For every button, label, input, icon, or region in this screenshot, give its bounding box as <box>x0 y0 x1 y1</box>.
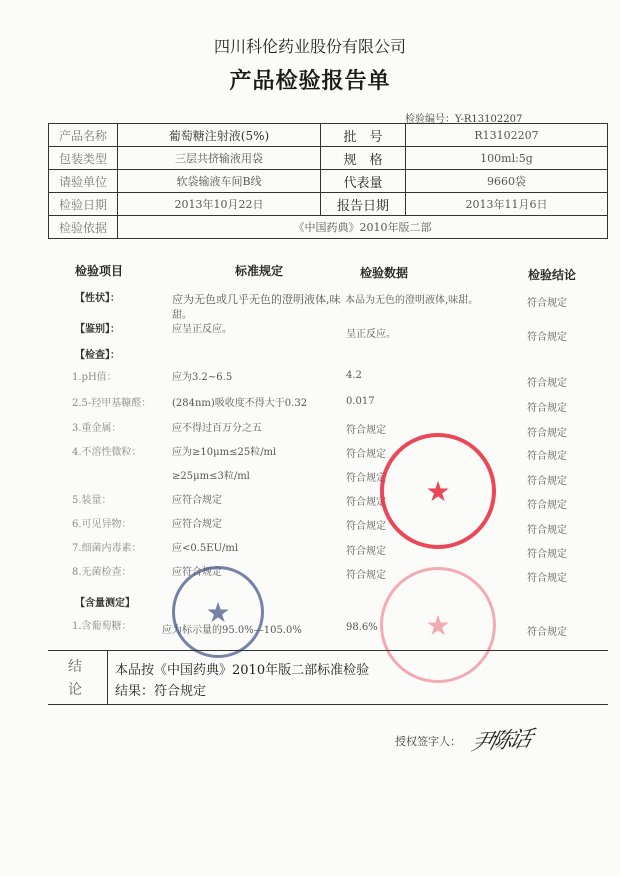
appearance-result: 符合规定 <box>527 298 567 309</box>
particles-data-2: 符合规定 <box>346 473 386 484</box>
glucose-result: 符合规定 <box>527 627 567 638</box>
signature-label: 授权签字人： <box>395 735 461 748</box>
column-result: 检验结论 <box>528 268 577 282</box>
sterility-result: 符合规定 <box>527 573 567 584</box>
quantity-label: 代表量 <box>321 170 406 193</box>
applicant-label: 请验单位 <box>49 170 118 193</box>
spec-label: 规 格 <box>321 147 406 170</box>
package-type: 三层共挤输液用袋 <box>118 147 321 170</box>
particles-standard-2: ≥25μm≤3粒/ml <box>172 471 250 482</box>
applicant: 软袋输液车间B线 <box>118 170 321 193</box>
column-standard: 标准规定 <box>235 264 284 278</box>
hmf-standard: (284nm)吸收度不得大于0.32 <box>172 398 308 409</box>
endotoxin-standard: 应<0.5EU/ml <box>172 543 239 554</box>
visible-result: 符合规定 <box>527 525 567 536</box>
ph-standard: 应为3.2~6.5 <box>172 372 233 383</box>
endotoxin-label: 7.细菌内毒素： <box>72 543 142 554</box>
red-company-stamp: ★ <box>380 433 496 549</box>
column-data: 检验数据 <box>360 266 409 280</box>
glucose-standard: 应为标示量的95.0%—105.0% <box>162 625 302 636</box>
identification-label: 【鉴别】： <box>75 324 120 335</box>
column-item: 检验项目 <box>75 264 124 278</box>
product-info-table <box>48 123 608 239</box>
particles-result: 符合规定 <box>527 451 567 462</box>
appearance-label: 【性状】： <box>75 293 120 304</box>
ph-data: 4.2 <box>346 370 362 381</box>
hmf-label: 2.5-羟甲基糠醛： <box>72 398 152 409</box>
appearance-standard: 应为无色或几乎无色的澄明液体,味 <box>172 293 341 306</box>
volume-result: 符合规定 <box>527 500 567 511</box>
report-title: 产品检验报告单 <box>229 68 391 94</box>
identification-result: 符合规定 <box>527 332 567 343</box>
particles-standard: 应为≥10μm≤25粒/ml <box>172 447 277 458</box>
identification-data: 呈正反应。 <box>346 329 396 340</box>
report-date-label: 报告日期 <box>321 193 406 216</box>
pink-quality-stamp: ★ <box>380 567 496 683</box>
endotoxin-data: 符合规定 <box>346 546 386 557</box>
appearance-data: 本品为无色的澄明液体,味甜。 <box>345 295 479 306</box>
conclusion-label-1: 结 <box>68 659 82 675</box>
visible-standard: 应符合规定 <box>172 519 222 530</box>
product-name-label: 产品名称 <box>49 124 118 147</box>
ph-result: 符合规定 <box>527 378 567 389</box>
particles-label: 4.不溶性微粒： <box>72 447 142 458</box>
conclusion-result: 结果：符合规定 <box>115 684 207 699</box>
sterility-data: 符合规定 <box>346 570 386 581</box>
quantity: 9660袋 <box>406 170 608 193</box>
product-name: 葡萄糖注射液(5%) <box>118 124 321 147</box>
endotoxin-result: 符合规定 <box>527 549 567 560</box>
test-date-label: 检验日期 <box>49 193 118 216</box>
volume-standard: 应符合规定 <box>172 495 222 506</box>
handwritten-signature: 尹陈话 <box>467 727 533 756</box>
spec: 100ml:5g <box>406 147 608 170</box>
hmf-data: 0.017 <box>346 396 375 407</box>
sterility-standard: 应符合规定 <box>172 567 222 578</box>
basis-label: 检验依据 <box>49 216 118 239</box>
sterility-label: 8.无菌检查： <box>72 567 132 578</box>
ph-label: 1.pH值： <box>72 372 117 383</box>
appearance-standard-cont: 甜。 <box>172 310 192 321</box>
particles-data: 符合规定 <box>346 449 386 460</box>
test-date: 2013年10月22日 <box>118 193 321 216</box>
heavy-metal-data: 符合规定 <box>346 425 386 436</box>
report-date: 2013年11月6日 <box>406 193 608 216</box>
visible-data: 符合规定 <box>346 521 386 532</box>
conclusion-text: 本品按《中国药典》2010年版二部标准检验 <box>115 663 370 678</box>
conclusion-label-2: 论 <box>68 682 82 698</box>
glucose-data: 98.6% <box>346 622 378 633</box>
heavy-metal-label: 3.重金属： <box>72 423 122 434</box>
visible-label: 6.可见异物： <box>72 519 132 530</box>
volume-data: 符合规定 <box>346 497 386 508</box>
blue-inspection-stamp: ★ <box>172 566 264 658</box>
batch-label: 批 号 <box>321 124 406 147</box>
inspection-number: 检验编号：Y-R13102207 <box>405 114 523 125</box>
package-label: 包装类型 <box>49 147 118 170</box>
identification-standard: 应呈正反应。 <box>172 324 232 335</box>
check-section-label: 【检查】： <box>75 350 120 361</box>
batch-number: R13102207 <box>406 124 608 147</box>
heavy-metal-standard: 应不得过百万分之五 <box>172 423 262 434</box>
basis: 《中国药典》2010年版二部 <box>118 216 608 239</box>
glucose-label: 1.含葡萄糖： <box>72 621 132 632</box>
particles-result-2: 符合规定 <box>527 476 567 487</box>
company-name: 四川科伦药业股份有限公司 <box>213 37 406 56</box>
heavy-metal-result: 符合规定 <box>527 428 567 439</box>
volume-label: 5.装量： <box>72 495 112 506</box>
hmf-result: 符合规定 <box>527 403 567 414</box>
assay-section-label: 【含量测定】 <box>75 598 135 609</box>
conclusion-box <box>48 650 608 705</box>
